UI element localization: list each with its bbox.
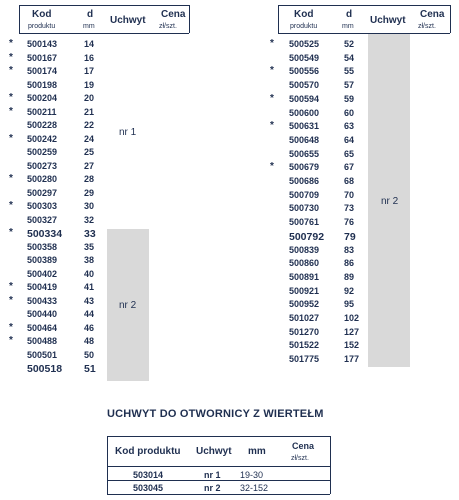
right-right-border: [450, 5, 451, 33]
bottom-row-2-code: 503045: [133, 483, 164, 493]
right-row-star-1: *: [270, 38, 274, 49]
left-row-star-1: *: [9, 38, 13, 49]
right-row-code-14: 500761: [289, 217, 320, 228]
left-row-d-16: 35: [84, 241, 95, 252]
left-row-star-19: *: [9, 281, 13, 292]
right-row-code-8: 500648: [289, 134, 320, 145]
left-row-star-3: *: [9, 65, 13, 76]
left-row-code-15: 500334: [27, 228, 63, 240]
left-row-star-13: *: [9, 200, 13, 211]
bottom-row-divider: [107, 480, 330, 481]
right-header-cena: Cena: [420, 9, 445, 20]
bottom-header-mm: mm: [248, 446, 266, 457]
bottom-top-border: [107, 436, 330, 437]
left-row-code-22: 500464: [27, 322, 58, 333]
left-header-d: d: [87, 9, 94, 20]
right-row-d-19: 92: [344, 285, 355, 296]
bottom-row-1-mm: 19-30: [240, 470, 264, 480]
left-header-produktu: produktu: [28, 23, 56, 30]
left-row-code-24: 500501: [27, 349, 58, 360]
left-row-code-20: 500433: [27, 295, 58, 306]
bottom-header-kod: Kod produktu: [115, 446, 181, 457]
right-row-d-11: 68: [344, 176, 355, 186]
right-header-mm: mm: [342, 23, 354, 30]
left-row-code-7: 500228: [27, 120, 58, 130]
right-row-d-1: 52: [344, 39, 355, 49]
right-header-border: [278, 33, 450, 34]
left-row-star-15: *: [9, 227, 13, 238]
left-row-d-24: 50: [84, 349, 95, 360]
right-row-code-22: 501270: [289, 326, 320, 337]
right-row-code-7: 500631: [289, 121, 320, 132]
left-row-d-25: 51: [84, 363, 96, 375]
bottom-row-1-code: 503014: [133, 470, 164, 480]
right-row-d-20: 95: [344, 299, 355, 310]
right-row-d-3: 55: [344, 66, 355, 77]
left-row-d-22: 46: [84, 322, 95, 333]
left-row-d-5: 20: [84, 93, 95, 103]
right-row-d-5: 59: [344, 93, 355, 104]
right-row-code-19: 500921: [289, 285, 320, 296]
left-row-code-19: 500419: [27, 282, 58, 292]
right-row-d-13: 73: [344, 203, 355, 214]
left-row-code-18: 500402: [27, 268, 58, 279]
section-title: UCHWYT DO OTWORNICY Z WIERTEŁM: [107, 408, 324, 420]
right-row-d-7: 63: [344, 121, 355, 132]
right-row-code-24: 501775: [289, 354, 320, 365]
right-row-star-3: *: [270, 65, 274, 77]
left-header-border: [19, 33, 189, 34]
left-row-code-2: 500167: [27, 52, 58, 63]
left-row-code-10: 500273: [27, 160, 58, 171]
left-row-code-6: 500211: [27, 106, 57, 117]
left-row-d-19: 41: [84, 282, 95, 292]
right-row-code-4: 500570: [289, 80, 320, 91]
right-row-d-6: 60: [344, 107, 355, 118]
left-row-code-21: 500440: [27, 309, 58, 319]
right-row-star-7: *: [270, 120, 274, 132]
right-left-border: [278, 5, 279, 33]
right-row-code-13: 500730: [289, 203, 320, 214]
left-row-code-23: 500488: [27, 336, 58, 346]
right-header-uchwyt: Uchwyt: [370, 15, 406, 26]
left-row-code-17: 500389: [27, 255, 58, 265]
right-row-code-15: 500792: [289, 230, 325, 243]
left-row-star-5: *: [9, 92, 13, 103]
right-row-code-3: 500556: [289, 66, 320, 77]
left-row-star-2: *: [9, 51, 13, 63]
right-row-d-16: 83: [344, 244, 355, 255]
left-row-d-4: 19: [84, 79, 95, 90]
right-row-code-11: 500686: [289, 176, 320, 186]
right-top-border: [278, 5, 450, 6]
left-row-d-17: 38: [84, 255, 95, 265]
right-row-star-10: *: [270, 161, 274, 173]
right-header-produktu: produktu: [290, 23, 318, 30]
bottom-header-zl: zł/szt.: [291, 455, 309, 462]
left-row-d-23: 48: [84, 336, 95, 346]
left-row-d-10: 27: [84, 160, 95, 171]
left-top-border: [19, 5, 189, 6]
bottom-row-2-mm: 32-152: [240, 483, 269, 493]
left-row-code-3: 500174: [27, 66, 58, 76]
right-row-code-18: 500891: [289, 271, 320, 282]
right-row-code-1: 500525: [289, 39, 320, 49]
left-row-star-11: *: [9, 173, 13, 184]
left-header-mm: mm: [83, 23, 95, 30]
right-row-d-21: 102: [344, 313, 360, 323]
left-row-d-21: 44: [84, 309, 95, 319]
right-row-code-23: 501522: [289, 340, 320, 351]
left-group-nr2: nr 2: [119, 300, 137, 311]
right-row-code-21: 501027: [289, 313, 320, 323]
right-row-code-6: 500600: [289, 107, 320, 118]
right-header-zl: zł/szt.: [418, 23, 436, 30]
right-row-d-17: 86: [344, 258, 355, 269]
left-row-star-6: *: [9, 105, 13, 117]
right-row-d-2: 54: [344, 52, 355, 63]
left-row-code-5: 500204: [27, 93, 58, 103]
right-group-nr2: nr 2: [381, 196, 399, 207]
right-row-code-5: 500594: [289, 93, 320, 104]
left-row-star-23: *: [9, 335, 13, 346]
bottom-row-1-uchwyt: nr 1: [204, 470, 221, 480]
right-row-code-20: 500952: [289, 299, 320, 310]
left-row-d-2: 16: [84, 52, 95, 63]
right-row-d-15: 79: [344, 230, 356, 243]
left-row-code-4: 500198: [27, 79, 58, 90]
right-row-code-10: 500679: [289, 162, 320, 173]
left-row-code-11: 500280: [27, 174, 58, 184]
right-row-d-24: 177: [344, 354, 360, 365]
left-row-d-12: 29: [84, 187, 95, 198]
right-row-d-14: 76: [344, 217, 355, 228]
bottom-header-cena: Cena: [292, 441, 315, 451]
right-row-d-23: 152: [344, 340, 360, 351]
left-row-star-20: *: [9, 294, 13, 306]
left-row-d-14: 32: [84, 214, 95, 225]
left-group-nr1: nr 1: [119, 127, 137, 138]
left-row-code-8: 500242: [27, 133, 58, 144]
left-row-d-18: 40: [84, 268, 95, 279]
left-row-d-20: 43: [84, 295, 95, 306]
left-header-kod: Kod: [32, 9, 52, 20]
left-row-d-9: 25: [84, 147, 95, 157]
left-right-border: [189, 5, 190, 33]
right-row-d-8: 64: [344, 134, 355, 145]
left-row-d-1: 14: [84, 39, 95, 49]
right-row-d-4: 57: [344, 80, 355, 91]
bottom-right-border: [330, 436, 331, 494]
left-row-code-16: 500358: [27, 241, 58, 252]
left-row-code-1: 500143: [27, 39, 58, 49]
right-row-d-18: 89: [344, 271, 355, 282]
left-header-cena: Cena: [161, 9, 186, 20]
right-row-code-17: 500860: [289, 258, 320, 269]
bottom-header-border: [107, 466, 330, 467]
right-row-d-22: 127: [344, 326, 360, 337]
left-row-d-3: 17: [84, 66, 95, 76]
left-row-code-14: 500327: [27, 214, 58, 225]
left-row-code-13: 500303: [27, 201, 58, 211]
right-row-d-9: 65: [344, 148, 355, 159]
left-row-d-15: 33: [84, 228, 96, 240]
left-row-star-22: *: [9, 321, 13, 333]
left-row-star-8: *: [9, 132, 13, 144]
right-row-code-2: 500549: [289, 52, 320, 63]
left-header-uchwyt: Uchwyt: [110, 15, 146, 26]
left-row-d-13: 30: [84, 201, 95, 211]
left-row-d-6: 21: [84, 106, 95, 117]
bottom-row-2-uchwyt: nr 2: [204, 483, 221, 493]
left-header-zl: zł/szt.: [159, 23, 177, 30]
left-row-d-8: 24: [84, 133, 95, 144]
bottom-left-border: [107, 436, 108, 494]
right-row-code-16: 500839: [289, 244, 320, 255]
bottom-bottom-border: [107, 494, 330, 495]
right-header-d: d: [346, 9, 353, 20]
right-row-code-12: 500709: [289, 189, 320, 200]
right-row-d-12: 70: [344, 189, 355, 200]
bottom-header-uchwyt: Uchwyt: [196, 446, 232, 457]
left-row-d-7: 22: [84, 120, 95, 130]
left-row-code-12: 500297: [27, 187, 58, 198]
left-row-d-11: 28: [84, 174, 95, 184]
left-row-code-25: 500518: [27, 363, 63, 375]
left-row-code-9: 500259: [27, 147, 58, 157]
right-row-d-10: 67: [344, 162, 355, 173]
right-header-kod: Kod: [294, 9, 314, 20]
right-row-code-9: 500655: [289, 148, 320, 159]
left-left-border: [19, 5, 20, 33]
right-row-star-5: *: [270, 92, 274, 104]
